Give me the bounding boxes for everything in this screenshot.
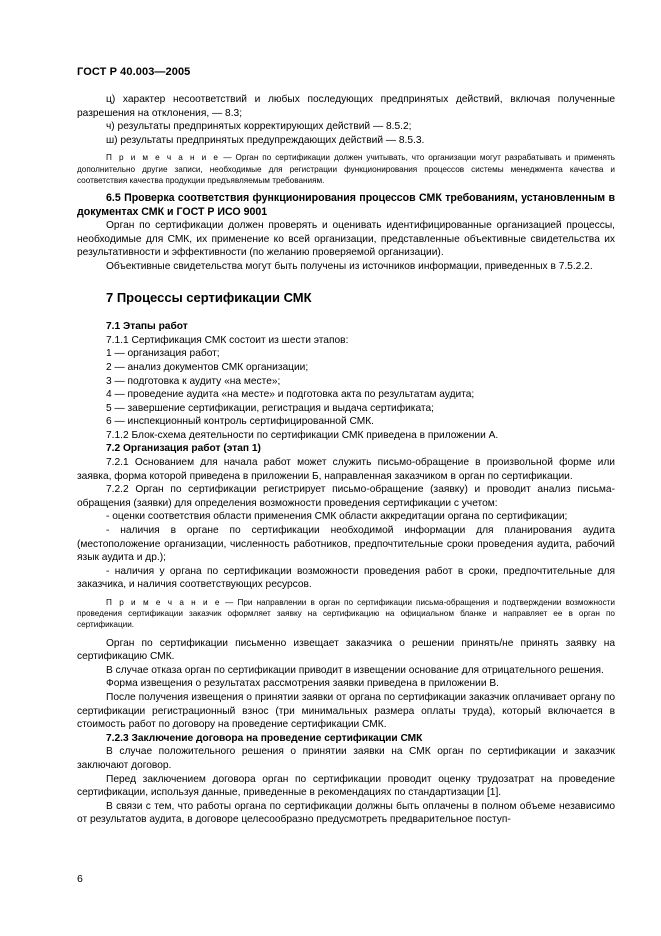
note-text: — При направлении в орган по сертификации письма-обращения и подтверждении возможности проведения сертификации заказчик оформляет заявку на сертификацию на официальном бланке и направляет ее в орган по сертификации. [77,598,615,630]
list-item: - оценки соответствия области применения СМК области аккредитации органа по сертификации; [106,511,568,523]
list-item: ш) результаты предпринятых предупреждающих действий — 8.5.3. [106,134,425,146]
paragraph: После получения извещения о принятии заявки от органа по сертификации заказчик оплачивает органу по сертификации регистрационный взнос (три минимальных размера оплаты труда), который включается в стоимость работ по договору на проведение сертификации СМК. [77,692,615,731]
paragraph: В случае положительного решения о принятии заявки на СМК орган по сертификации и заказчик заключают договор. [77,746,615,771]
list-item: 1 — организация работ; [106,348,220,360]
paragraph: 7.1.2 Блок-схема деятельности по сертификации СМК приведена в приложении А. [106,429,499,441]
list-item: 6 — инспекционный контроль сертифицированной СМК. [106,416,374,428]
paragraph: В случае отказа орган по сертификации приводит в извещении основание для отрицательного решения. [106,664,604,676]
list-item: - наличия у органа по сертификации возможности проведения работ в сроки, предпочтительные для заказчика, и наличия соответствующих ресурсов. [77,565,615,591]
paragraph: Форма извещения о результатах рассмотрения заявки приведена в приложении В. [106,678,500,690]
paragraph: Перед заключением договора орган по сертификации проводит оценку трудозатрат на проведение сертификации, используя данные, приведенные в рекомендациях по стандартизации [1]. [77,773,615,799]
note-text: — Орган по сертификации должен учитывать, что организации могут разрабатывать и применять дополнительно другие записи, необходимые для регистрации функционирования процессов системы менеджмента качества и соответствия качества продукции предъявляемым требованиям. [77,153,615,185]
paragraph: 7.1.1 Сертификация СМК состоит из шести этапов: [106,334,349,346]
list-item: 2 — анализ документов СМК организации; [106,361,309,373]
paragraph: 7.2.2 Орган по сертификации регистрирует письмо-обращение (заявку) и проводит анализ письма-обращения (заявки) для определения возможности проведения сертификации с учетом: [77,484,615,509]
paragraph: Орган по сертификации письменно извещает заказчика о решении принять/не принять заявку на сертификацию СМК. [77,637,615,663]
section-heading: 7.1 Этапы работ [106,321,188,333]
paragraph: В связи с тем, что работы органа по сертификации должны быть оплачены в полном объеме независимо от результатов аудита, в договоре целесообразно предусмотреть предварительное поступ- [77,800,615,826]
list-item: 4 — проведение аудита «на месте» и подготовка акта по результатам аудита; [106,389,475,401]
list-item: ц) характер несоответствий и любых последующих предпринятых действий, включая полученные разрешения на отклонения, — 8.3; [77,94,615,119]
note-label: П р и м е ч а н и е [106,153,220,163]
document-header: ГОСТ Р 40.003—2005 [77,66,191,78]
section-heading: 7.2.3 Заключение договора на проведение сертификации СМК [106,732,423,744]
paragraph: Орган по сертификации должен проверять и оценивать идентифицированные организацией процессы, необходимые для СМК, их применение ко всей организации, представленные объективные свидетельства их результативности и эффективности (по желанию проверяемой организации). [77,220,615,259]
list-item: - наличия в органе по сертификации необходимой информации для планирования аудита (местоположение организации, численность работников, предпочтительные сроки проведения аудита, рабочий язык аудита и др.); [77,525,615,564]
chapter-heading: 7 Процессы сертификации СМК [106,289,312,305]
section-heading: 7.2 Организация работ (этап 1) [106,443,261,455]
page-number: 6 [77,873,83,885]
list-item: 5 — завершение сертификации, регистрация и выдача сертификата; [106,402,434,414]
note [77,597,615,631]
paragraph: Объективные свидетельства могут быть получены из источников информации, приведенных в 7.5.2.2. [106,260,593,272]
note [77,152,615,186]
note-label: П р и м е ч а н и е [106,598,222,608]
list-item: ч) результаты предпринятых корректирующих действий — 8.5.2; [106,121,412,133]
list-item: 3 — подготовка к аудиту «на месте»; [106,375,281,387]
section-heading: 6.5 Проверка соответствия функционирования процессов СМК требованиям, установленным в документах СМК и ГОСТ Р ИСО 9001 [77,191,615,218]
page-content [77,93,615,827]
paragraph: 7.2.1 Основанием для начала работ может служить письмо-обращение в произвольной форме или заявка, форма которой приведена в приложении Б, направленная заказчиком в орган по сертификации. [77,457,615,482]
